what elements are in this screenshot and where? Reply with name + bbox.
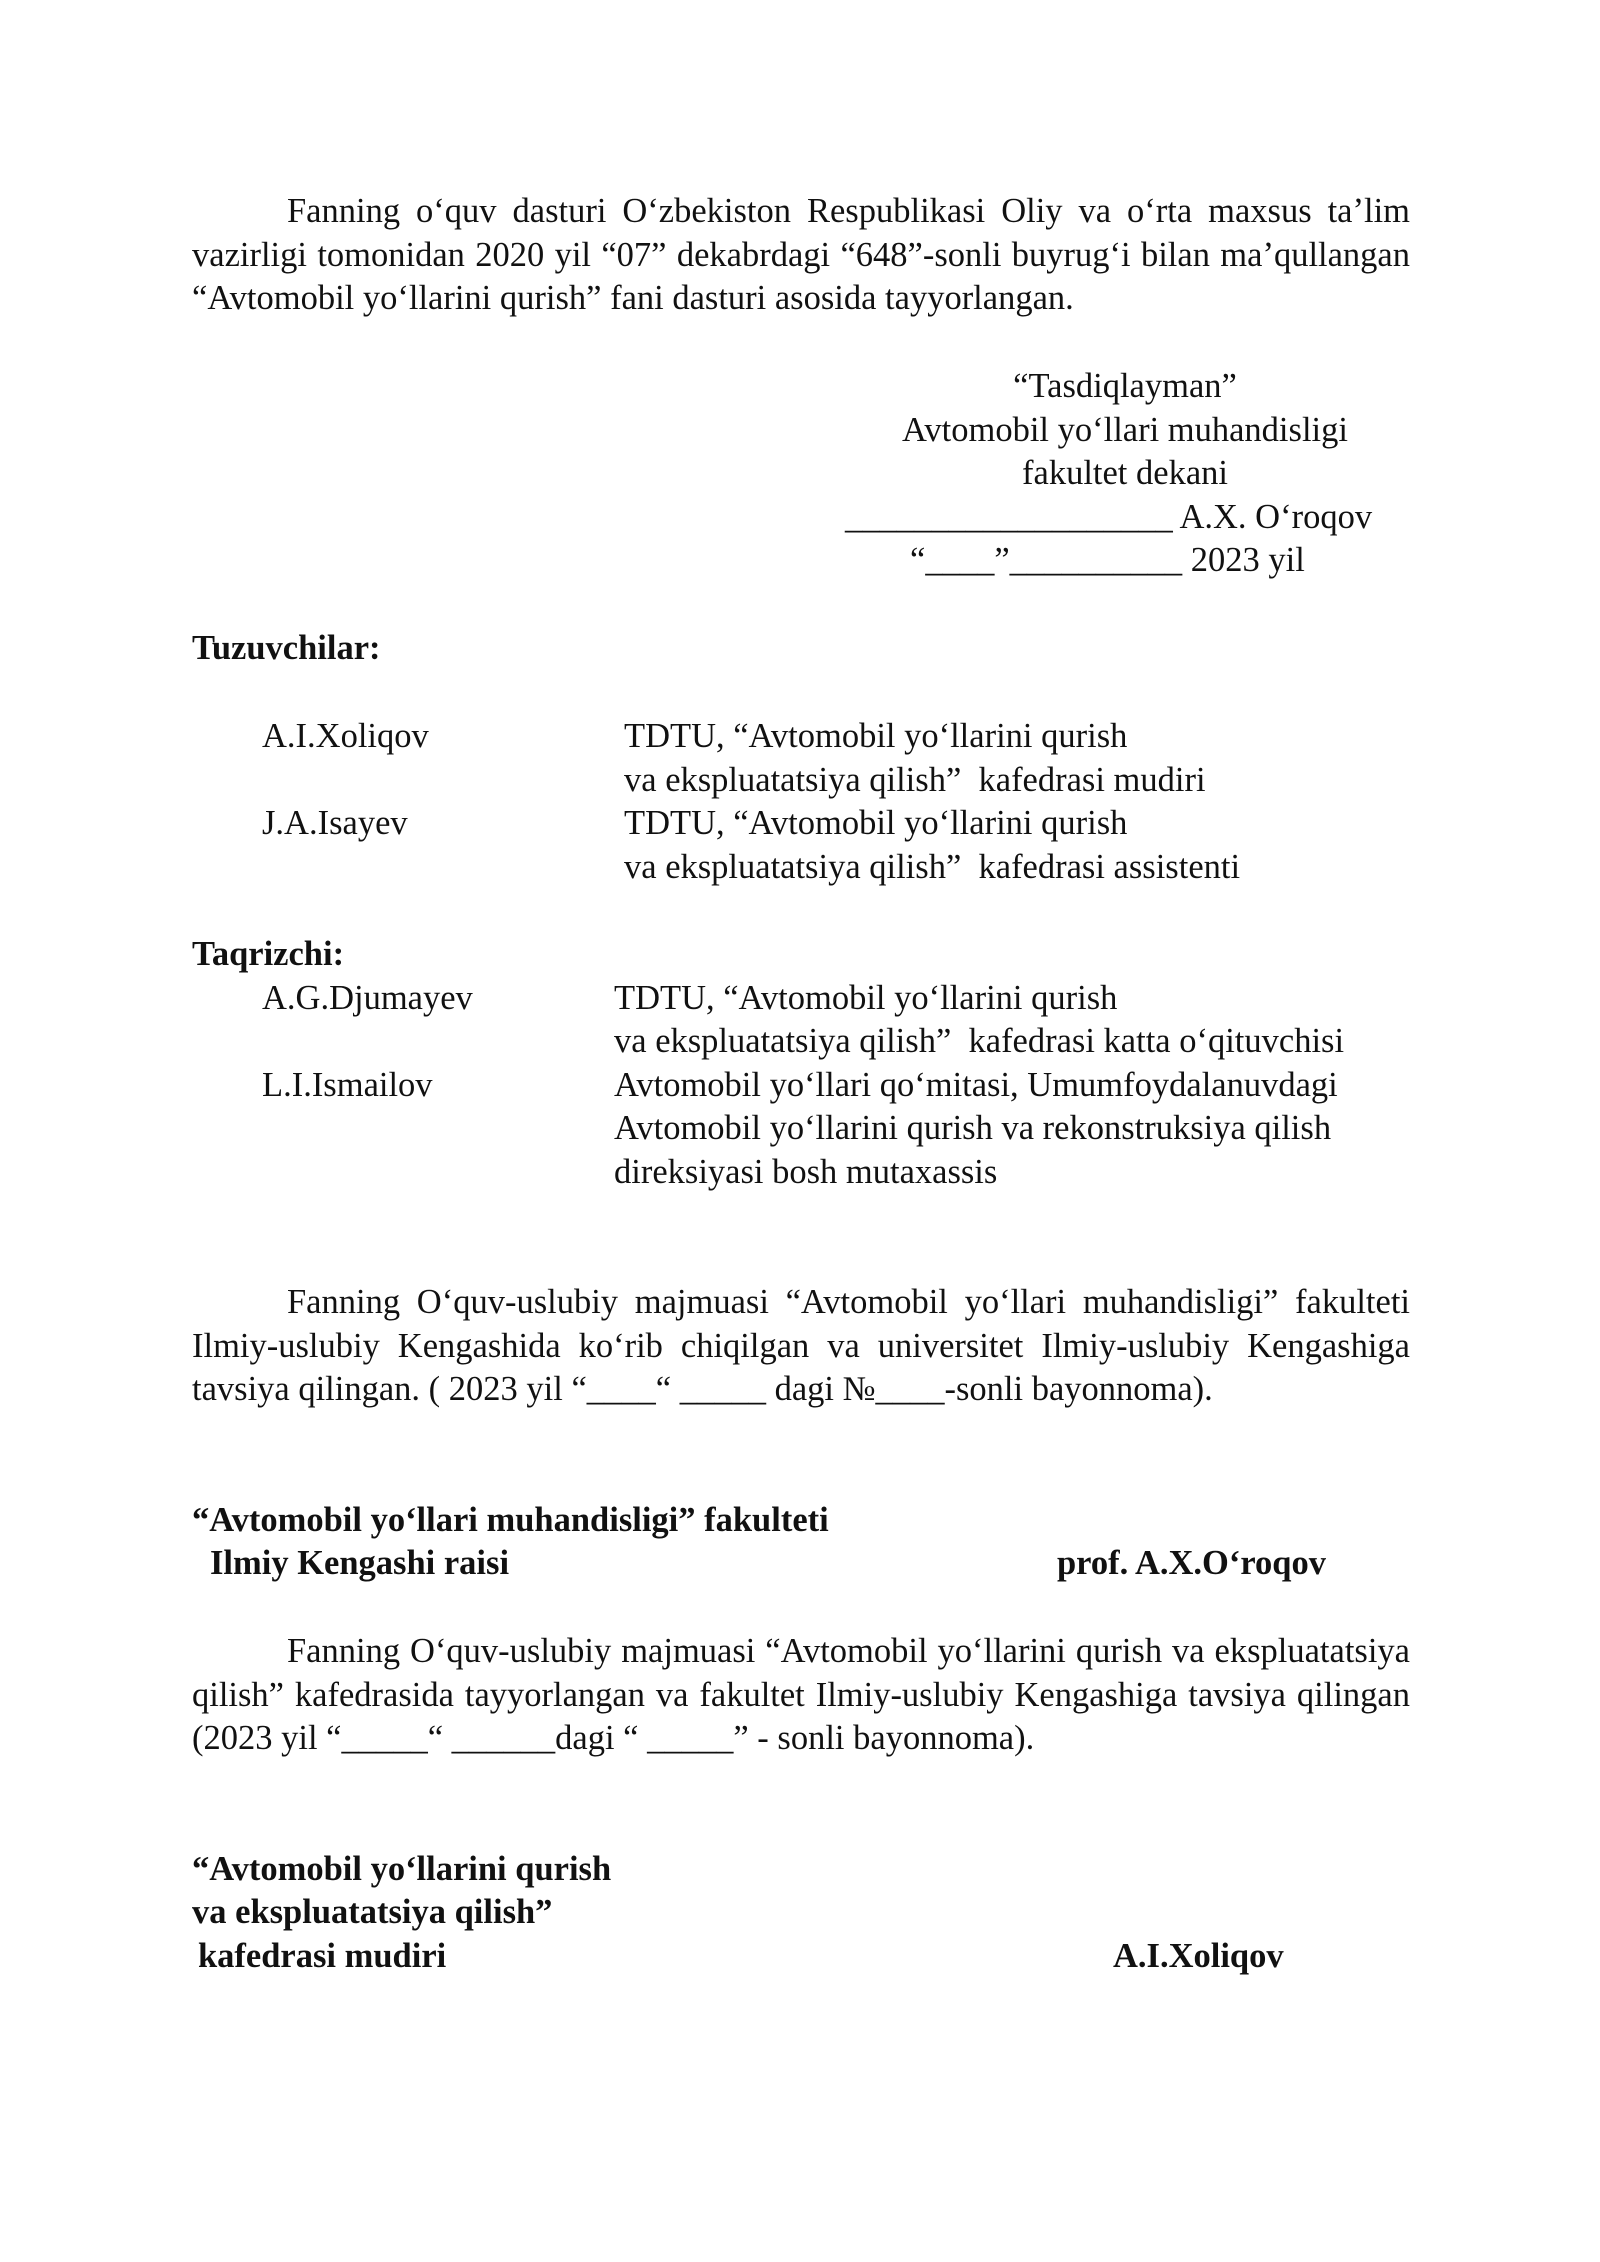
reviewer-position-line-1: Avtomobil yoʻllari qoʻmitasi, Umumfoydalanuvdagi — [614, 1066, 1338, 1104]
author-position-line-1: TDTU, “Avtomobil yoʻllarini qurish — [624, 717, 1128, 755]
approval-signature-line: ___________________ A.X. Oʻroqov — [845, 498, 1373, 536]
department-paragraph: Fanning Oʻquv-uslubiy majmuasi “Avtomobil yoʻllarini qurish va ekspluatatsiya qilish” kafedrasida tayyorlangan va fakultet Ilmiy-uslubiy Kengashiga tavsiya qilingan (2023 yil “_____“ ______dagi “ _____” - sonli bayonnoma). — [192, 1632, 1410, 1757]
department-signer-line-3: kafedrasi mudiri — [198, 1937, 447, 1975]
faculty-council-signer-line-1: “Avtomobil yoʻllari muhandisligi” fakulteti — [192, 1501, 829, 1539]
reviewer-name: L.I.Ismailov — [262, 1066, 433, 1104]
faculty-council-signer-name: prof. A.X.Oʻroqov — [1057, 1544, 1326, 1582]
department-signer-name: A.I.Xoliqov — [1113, 1937, 1284, 1975]
intro-paragraph: Fanning oʻquv dasturi Oʻzbekiston Respublikasi Oliy va oʻrta maxsus taʼlim vazirligi tomonidan 2020 yil “07” dekabrdagi “648”-sonli buyrugʻi bilan maʼqullangan “Avtomobil yoʻllarini qurish” fani dasturi asosida tayyorlangan. — [192, 192, 1410, 317]
author-position-line-1: TDTU, “Avtomobil yoʻllarini qurish — [624, 804, 1128, 842]
author-position-line-2: va ekspluatatsiya qilish” kafedrasi assistenti — [624, 848, 1241, 886]
faculty-council-paragraph: Fanning Oʻquv-uslubiy majmuasi “Avtomobil yoʻllari muhandisligi” fakulteti Ilmiy-uslubiy Kengashida koʻrib chiqilgan va universitet Ilmiy-uslubiy Kengashiga tavsiya qilingan. ( 2023 yil “____“ _____ dagi №____-sonli bayonnoma). — [192, 1283, 1410, 1408]
department-signer-line-2: va ekspluatatsiya qilish” — [192, 1893, 553, 1931]
approval-line-1: Avtomobil yoʻllari muhandisligi — [902, 411, 1348, 449]
reviewer-position-line-3: direksiyasi bosh mutaxassis — [614, 1153, 998, 1191]
faculty-council-signer-line-2: Ilmiy Kengashi raisi — [210, 1544, 510, 1582]
author-position-line-2: va ekspluatatsiya qilish” kafedrasi mudiri — [624, 761, 1206, 799]
reviewers-heading: Taqrizchi: — [192, 935, 345, 973]
authors-heading: Tuzuvchilar: — [192, 629, 381, 667]
reviewer-position-line-1: TDTU, “Avtomobil yoʻllarini qurish — [614, 979, 1118, 1017]
reviewer-name: A.G.Djumayev — [262, 979, 473, 1017]
author-name: J.A.Isayev — [262, 804, 408, 842]
department-signer-line-1: “Avtomobil yoʻllarini qurish — [192, 1850, 612, 1888]
approval-title: “Tasdiqlayman” — [1013, 367, 1237, 405]
reviewer-position-line-2: Avtomobil yoʻllarini qurish va rekonstruksiya qilish — [614, 1109, 1332, 1147]
reviewer-position-line-2: va ekspluatatsiya qilish” kafedrasi katta oʻqituvchisi — [614, 1022, 1345, 1060]
approval-line-2: fakultet dekani — [1022, 454, 1228, 492]
approval-date-line: “____”__________ 2023 yil — [910, 541, 1305, 579]
author-name: A.I.Xoliqov — [262, 717, 429, 755]
